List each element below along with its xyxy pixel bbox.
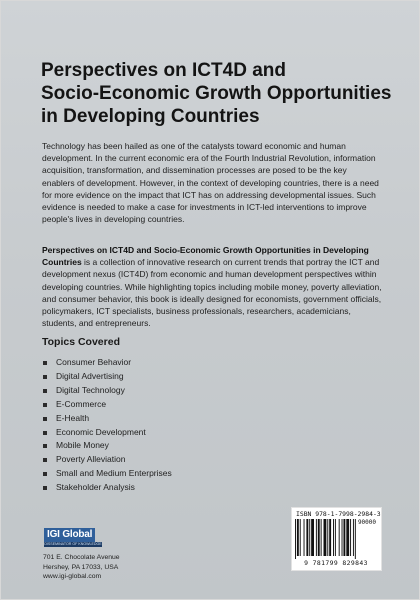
barcode-stripe: [346, 519, 349, 556]
barcode-stripe: [309, 519, 310, 556]
barcode-stripe: [311, 519, 314, 556]
barcode-stripe: [339, 519, 340, 556]
barcode-stripe: [342, 519, 343, 556]
address-line-city: Hershey, PA 17033, USA: [43, 563, 119, 571]
barcode-stripe: [329, 519, 331, 556]
isbn-barcode: [291, 507, 382, 571]
topics-list: [42, 356, 172, 495]
title-line-1: Perspectives on ICT4D and: [41, 60, 286, 81]
barcode-stripe: [306, 519, 308, 556]
barcode-stripe: [297, 519, 299, 556]
title-line-3: in Developing Countries: [41, 106, 260, 127]
isbn-label: ISBN 978-1-7998-2984-3: [296, 510, 381, 518]
barcode-stripe: [327, 519, 328, 556]
publisher-address: [43, 553, 120, 582]
publisher-logo: [44, 528, 104, 548]
barcode-stripe: [343, 519, 345, 556]
topic-item: Small and Medium Enterprises: [42, 467, 172, 481]
barcode-stripe: [321, 519, 322, 556]
address-line-street: 701 E. Chocolate Avenue: [43, 554, 120, 561]
topic-item: Poverty Alleviation: [42, 453, 172, 467]
topic-item: E-Health: [42, 412, 172, 426]
barcode-stripe: [335, 519, 336, 556]
topic-item: Mobile Money: [42, 439, 172, 453]
topic-item: Digital Technology: [42, 384, 172, 398]
title-line-2: Socio-Economic Growth Opportunities: [41, 83, 392, 104]
barcode-stripe: [324, 519, 327, 556]
address-line-website: www.igi-global.com: [43, 573, 102, 580]
topic-item: E-Commerce: [42, 398, 172, 412]
topic-item: Stakeholder Analysis: [42, 481, 172, 495]
intro-paragraph: Technology has been hailed as one of the catalysts toward economic and human development. In the current economic era of the Fourth Industrial Revolution, information acquisition, transformation, and dissemination processes are posed to be the key enablers of development. However, in the context of developing countries, there is a need for more evidence on the impact that ICT has on addressing developmental issues. Such evidence is needed to make a case for investments in ICT-led interventions to improve people's lives in developing countries.: [42, 141, 379, 225]
barcode-stripe: [318, 519, 320, 556]
topics-heading: Topics Covered: [42, 336, 120, 348]
book-title: [41, 59, 401, 128]
barcode-stripe: [333, 519, 334, 556]
barcode-stripe: [295, 519, 296, 559]
barcode-stripe: [350, 519, 351, 556]
publisher-logo-tagline: DISSEMINATOR OF KNOWLEDGE: [44, 542, 102, 546]
topic-item: Digital Advertising: [42, 370, 172, 384]
barcode-stripe: [353, 519, 354, 556]
description-paragraph: [42, 244, 387, 329]
topic-item: Consumer Behavior: [42, 356, 172, 370]
isbn-digits: 9 781799 829843: [304, 559, 368, 567]
barcode-stripe: [300, 519, 301, 556]
price-code: 90000: [357, 519, 376, 526]
publisher-logo-text: IGI Global: [44, 528, 95, 542]
description-book-title: Perspectives on ICT4D and Socio-Economic Growth Opportunities in Developing Countries: [42, 245, 369, 268]
barcode-stripe: [304, 519, 305, 556]
topic-item: Economic Development: [42, 426, 172, 440]
description-text: is a collection of innovative research on current trends that portray the ICT and development nexus (ICT4D) from economic and human development perspectives within developing countries. While highlighting topics including mobile money, poverty alleviation, and consumer behavior, this book is ideally designed for economists, government officials, policymakers, ICT specialists, business professionals, researchers, academicians, students, and entrepreneurs.: [42, 257, 382, 329]
barcode-stripe: [355, 519, 356, 559]
barcode-stripe: [316, 519, 317, 556]
